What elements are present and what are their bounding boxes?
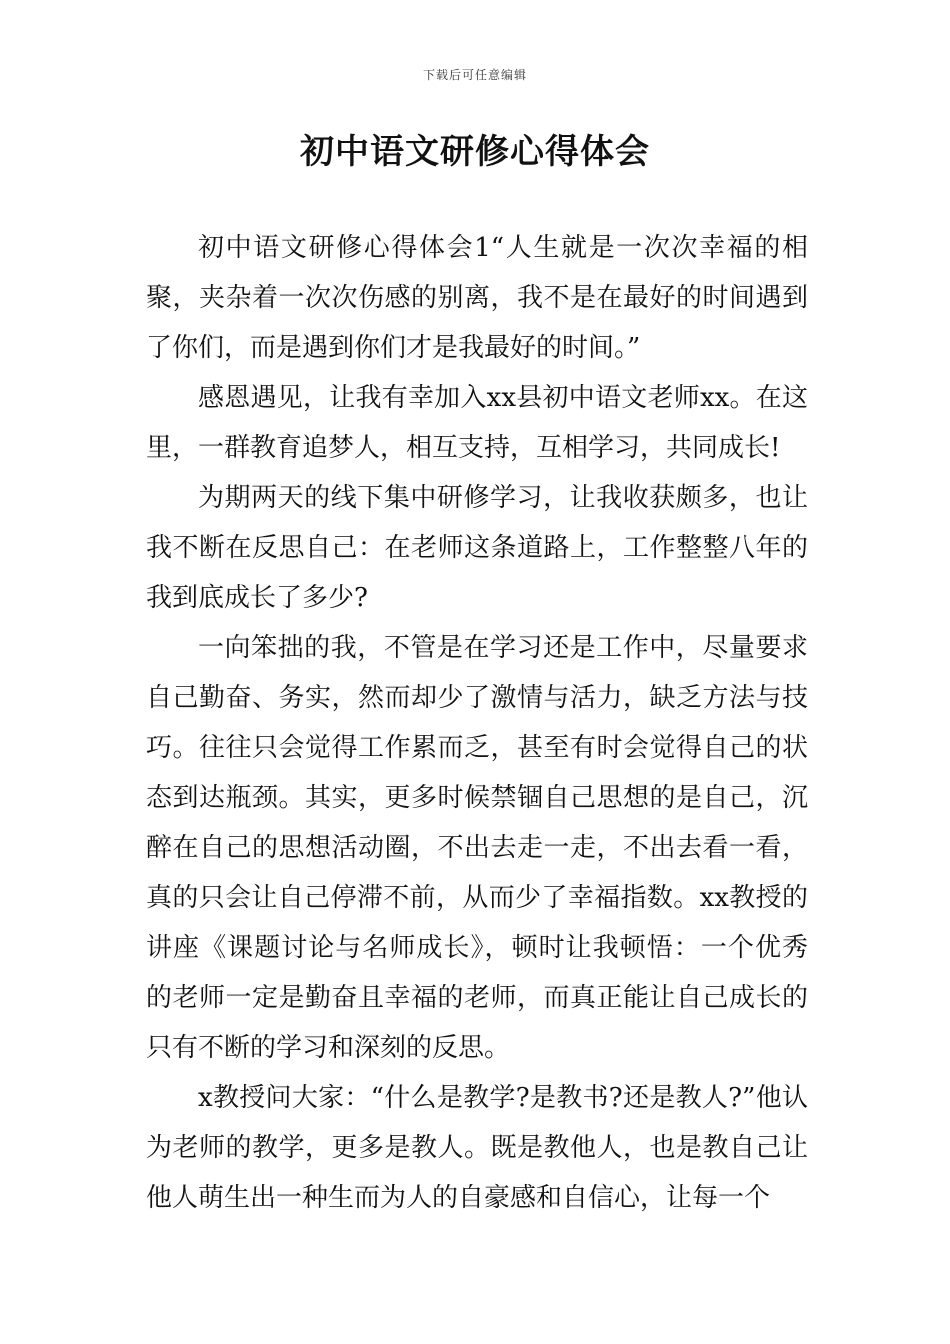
paragraph-5: x教授问大家：“什么是教学?是教书?还是教人?”他认为老师的教学，更多是教人。既是教他人，也是教自己让他人萌生出一种生而为人的自豪感和自信心，让每一个: [146, 1083, 808, 1213]
paragraph-2: 感恩遇见，让我有幸加入xx县初中语文老师xx。在这里，一群教育追梦人，相互支持，互相学习，共同成长!: [146, 383, 808, 463]
paragraph-4: 一向笨拙的我，不管是在学习还是工作中，尽量要求自己勤奋、务实，然而却少了激情与活力，缺乏方法与技巧。往往只会觉得工作累而乏，甚至有时会觉得自己的状态到达瓶颈。其实，更多时候禁锢自己思想的是自己，沉醉在自己的思想活动圈，不出去走一走，不出去看一看，真的只会让自己停滞不前，从而少了幸福指数。xx教授的讲座《课题讨论与名师成长》，顿时让我顿悟：一个优秀的老师一定是勤奋且幸福的老师，而真正能让自己成长的只有不断的学习和深刻的反思。: [146, 633, 808, 1063]
header-note: 下载后可任意编辑: [422, 68, 527, 82]
paragraph-3: 为期两天的线下集中研修学习，让我收获颇多，也让我不断在反思自己：在老师这条道路上，工作整整八年的我到底成长了多少?: [146, 483, 808, 613]
document-body: [146, 223, 808, 1223]
document-title: 初中语文研修心得体会: [300, 132, 650, 172]
paragraph-1: 初中语文研修心得体会1“人生就是一次次幸福的相聚，夹杂着一次次伤感的别离，我不是在最好的时间遇到了你们，而是遇到你们才是我最好的时间。”: [146, 233, 808, 363]
